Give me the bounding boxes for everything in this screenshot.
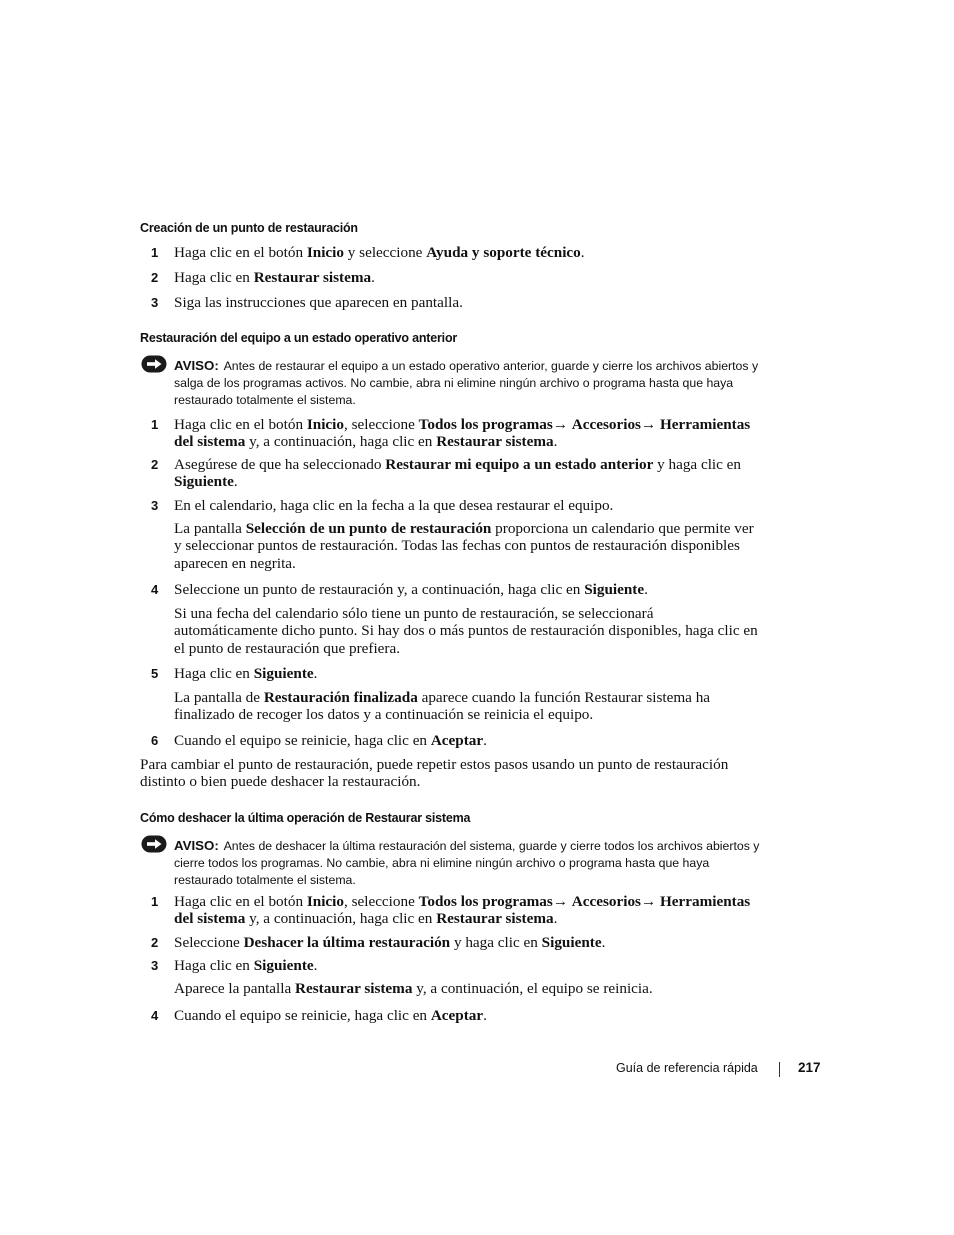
notice-label: AVISO: — [174, 838, 219, 853]
step-text: Haga clic en el botón Inicio, seleccione Todos los programas→ Accesorios→ Herramientas del sistema y, a continuación, haga clic en Restaurar sistema. — [174, 893, 751, 928]
step-note: La pantalla de Restauración finalizada aparece cuando la función Restaurar sistema ha finalizado de recoger los datos y a continuación se reinicia el equipo. — [174, 689, 711, 724]
step-number: 2 — [151, 457, 159, 472]
footer-divider — [779, 1062, 780, 1077]
step-note: Aparece la pantalla Restaurar sistema y, a continuación, el equipo se reinicia. — [174, 980, 653, 997]
step-text: En el calendario, haga clic en la fecha a la que desea restaurar el equipo. — [174, 497, 614, 514]
step-number: 2 — [151, 270, 159, 285]
step-number: 6 — [151, 733, 159, 748]
footer-title: Guía de referencia rápida — [616, 1061, 758, 1075]
section-heading-restore-previous-state: Restauración del equipo a un estado operativo anterior — [140, 331, 458, 345]
step-number: 3 — [151, 498, 159, 513]
notice-icon — [141, 835, 167, 853]
section-heading-create-restore-point: Creación de un punto de restauración — [140, 221, 358, 235]
step-number: 2 — [151, 935, 159, 950]
step-number: 3 — [151, 958, 159, 973]
step-text: Cuando el equipo se reinicie, haga clic en Aceptar. — [174, 1007, 487, 1024]
closing-paragraph: Para cambiar el punto de restauración, puede repetir estos pasos usando un punto de restauración distinto o bien puede deshacer la restauración. — [140, 756, 729, 791]
step-text: Seleccione Deshacer la última restauración y haga clic en Siguiente. — [174, 934, 606, 951]
step-text: Cuando el equipo se reinicie, haga clic en Aceptar. — [174, 732, 487, 749]
step-number: 4 — [151, 1008, 159, 1023]
step-text: Haga clic en el botón Inicio y seleccione Ayuda y soporte técnico. — [174, 244, 585, 261]
section-heading-undo-restore: Cómo deshacer la última operación de Restaurar sistema — [140, 811, 471, 825]
step-text: Haga clic en Restaurar sistema. — [174, 269, 375, 286]
step-number: 1 — [151, 417, 159, 432]
notice-text: AVISO: Antes de deshacer la última restauración del sistema, guarde y cierre todos los archivos abiertos y cierre todos los programas. No cambie, abra ni elimine ningún archivo o programa hasta que haya restaurado totalmente el sistema. — [174, 838, 760, 887]
page-number: 217 — [798, 1060, 821, 1075]
notice-text: AVISO: Antes de restaurar el equipo a un estado operativo anterior, guarde y cierre los archivos abiertos y salga de los programas activos. No cambie, abra ni elimine ningún archivo o programa hasta que haya restaurado totalmente el sistema. — [174, 358, 759, 407]
notice-label: AVISO: — [174, 358, 219, 373]
step-text: Siga las instrucciones que aparecen en pantalla. — [174, 294, 463, 311]
step-text: Haga clic en el botón Inicio, seleccione Todos los programas→ Accesorios→ Herramientas del sistema y, a continuación, haga clic en Restaurar sistema. — [174, 416, 751, 451]
step-text: Haga clic en Siguiente. — [174, 665, 318, 682]
step-text: Seleccione un punto de restauración y, a continuación, haga clic en Siguiente. — [174, 581, 648, 598]
step-number: 3 — [151, 295, 159, 310]
step-number: 1 — [151, 894, 159, 909]
step-number: 4 — [151, 582, 159, 597]
step-text: Asegúrese de que ha seleccionado Restaurar mi equipo a un estado anterior y haga clic en Siguiente. — [174, 456, 742, 491]
step-text: Haga clic en Siguiente. — [174, 957, 318, 974]
step-note: Si una fecha del calendario sólo tiene un punto de restauración, se seleccionará automáticamente dicho punto. Si hay dos o más puntos de restauración disponibles, haga clic en el punto de restauración que prefiera. — [174, 605, 758, 657]
notice-icon — [141, 355, 167, 373]
step-number: 5 — [151, 666, 159, 681]
step-number: 1 — [151, 245, 159, 260]
step-note: La pantalla Selección de un punto de restauración proporciona un calendario que permite ver y seleccionar puntos de restauración. Todas las fechas con puntos de restauración disponibles aparecen en negrita. — [174, 520, 754, 572]
